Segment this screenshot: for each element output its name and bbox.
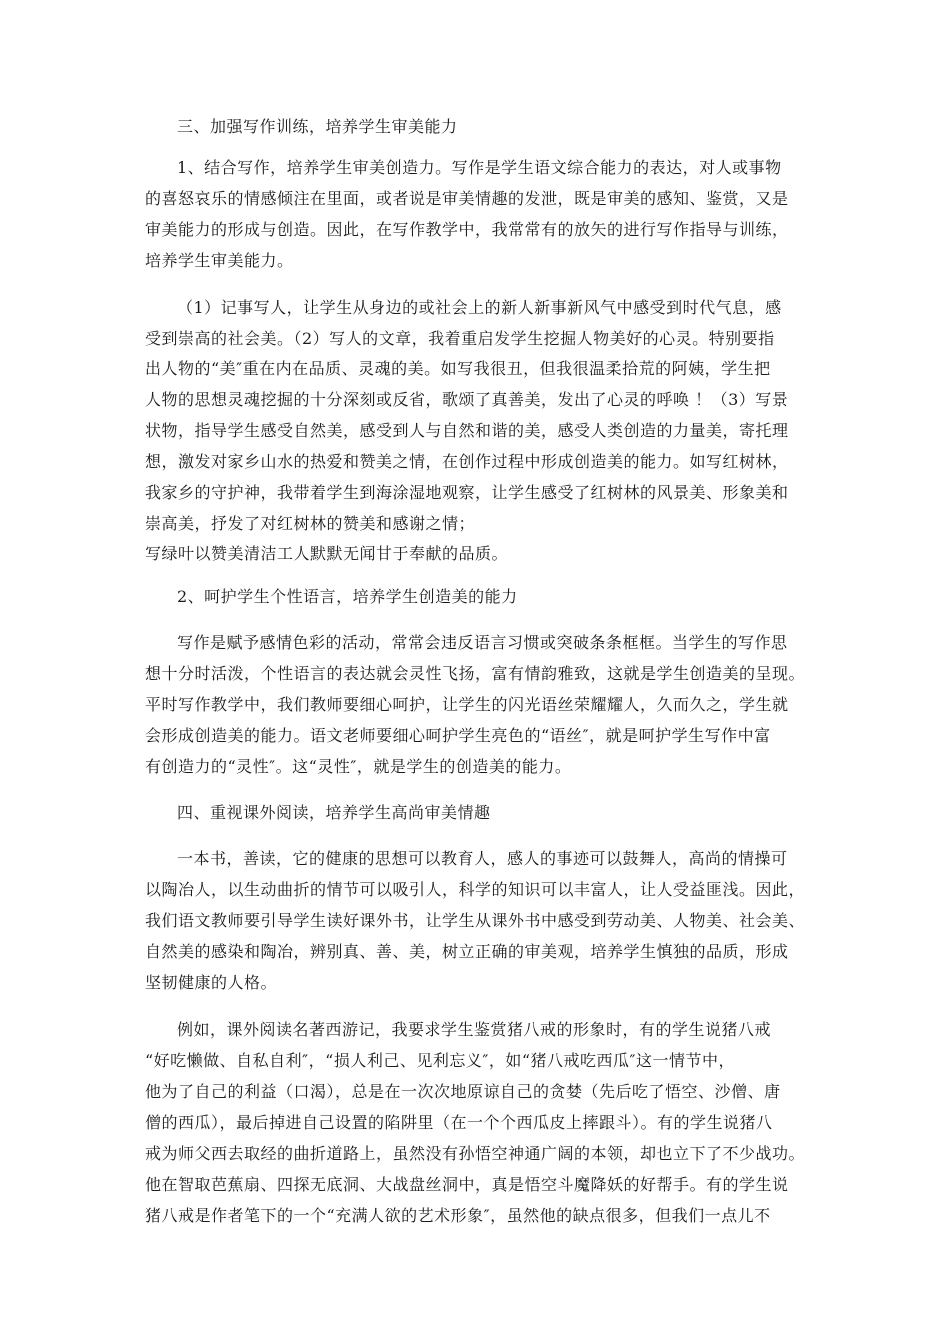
paragraph-line: 出人物的“美″重在内在品质、灵魂的美。如写我很丑，但我很温柔拾荒的阿姨，学生把 bbox=[145, 359, 771, 378]
paragraph-line: 人物的思想灵魂挖掘的十分深刻或反省，歌颂了真善美，发出了心灵的呼唤 ！（3）写景 bbox=[145, 390, 789, 409]
paragraph-line: “好吃懒做、自私自利″，“损人利己、见利忘义″，如“猪八戒吃西瓜″这一情节中， bbox=[145, 1051, 735, 1070]
paragraph-line: 自然美的感染和陶冶，辨别真、善、美，树立正确的审美观，培养学生慎独的品质，形成 bbox=[145, 942, 789, 961]
paragraph-line: 写绿叶以赞美清洁工人默默无闻甘于奉献的品质。 bbox=[145, 544, 509, 563]
paragraph-line: 崇高美，抒发了对红树林的赞美和感谢之情； bbox=[145, 514, 476, 533]
paragraph-line: 我们语文教师要引导学生读好课外书，让学生从课外书中感受到劳动美、人物美、社会美、 bbox=[145, 911, 806, 930]
paragraph-line: 戒为师父西去取经的曲折道路上，虽然没有孙悟空神通广阔的本领，却也立下了不少战功。 bbox=[145, 1144, 806, 1163]
paragraph-line: 想十分时活泼，个性语言的表达就会灵性飞扬，富有情韵雅致，这就是学生创造美的呈现。 bbox=[145, 664, 806, 683]
paragraph-line: 有创造力的“灵性″。这“灵性″，就是学生的创造美的能力。 bbox=[145, 757, 572, 776]
paragraph-line: 会形成创造美的能力。语文老师要细心呵护学生亮色的“语丝″，就是呵护学生写作中富 bbox=[145, 726, 771, 745]
paragraph-line: 受到崇高的社会美。（2）写人的文章，我着重启发学生挖掘人物美好的心灵。特别要指 bbox=[145, 329, 775, 348]
paragraph-line: 培养学生审美能力。 bbox=[145, 251, 294, 270]
paragraph-line: 想，激发对家乡山水的热爱和赞美之情，在创作过程中形成创造美的能力。如写红树林， bbox=[145, 452, 789, 471]
paragraph-line: 审美能力的形成与创造。因此，在写作教学中，我常常有的放矢的进行写作指导与训练， bbox=[145, 220, 789, 239]
paragraph-line: 的喜怒哀乐的情感倾注在里面，或者说是审美情趣的发泄，既是审美的感知、鉴赏，又是 bbox=[145, 189, 789, 208]
subsection-heading: 2、呵护学生个性语言，培养学生创造美的能力 bbox=[177, 587, 518, 606]
paragraph-line: 坚韧健康的人格。 bbox=[145, 973, 278, 992]
paragraph-line: 写作是赋予感情色彩的活动，常常会违反语言习惯或突破条条框框。当学生的写作思 bbox=[177, 633, 788, 652]
paragraph-line: 僧的西瓜），最后掉进自己设置的陷阱里（在一个个西瓜皮上摔跟斗）。有的学生说猪八 bbox=[145, 1113, 773, 1132]
paragraph-line: 以陶冶人，以生动曲折的情节可以吸引人，科学的知识可以丰富人，让人受益匪浅。因此， bbox=[145, 880, 806, 899]
paragraph-line: 猪八戒是作者笔下的一个“充满人欲的艺术形象″，虽然他的缺点很多，但我们一点儿不 bbox=[145, 1206, 771, 1225]
paragraph-line: 他在智取芭蕉扇、四探无底洞、大战盘丝洞中，真是悟空斗魔降妖的好帮手。有的学生说 bbox=[145, 1175, 789, 1194]
paragraph-line: 1、结合写作，培养学生审美创造力。写作是学生语文综合能力的表达，对人或事物 bbox=[177, 158, 782, 177]
paragraph-line: 状物，指导学生感受自然美，感受到人与自然和谐的美，感受人类创造的力量美，寄托理 bbox=[145, 421, 789, 440]
paragraph-line: 我家乡的守护神，我带着学生到海涂湿地观察，让学生感受了红树林的风景美、形象美和 bbox=[145, 483, 789, 502]
paragraph-line: 例如，课外阅读名著西游记，我要求学生鉴赏猪八戒的形象时，有的学生说猪八戒 bbox=[177, 1020, 772, 1039]
paragraph-line: 平时写作教学中，我们教师要细心呵护，让学生的闪光语丝荣耀耀人，久而久之，学生就 bbox=[145, 695, 789, 714]
paragraph-line: 一本书，善读，它的健康的思想可以教育人，感人的事迹可以鼓舞人，高尚的情操可 bbox=[177, 849, 788, 868]
paragraph-line: （1）记事写人，让学生从身边的或社会上的新人新事新风气中感受到时代气息，感 bbox=[177, 298, 782, 317]
paragraph-line: 他为了自己的利益（口渴），总是在一次次地原谅自己的贪婪（先后吃了悟空、沙僧、唐 bbox=[145, 1082, 781, 1101]
section-heading-3: 三、加强写作训练，培养学生审美能力 bbox=[177, 117, 458, 136]
section-heading-4: 四、重视课外阅读，培养学生高尚审美情趣 bbox=[177, 803, 491, 822]
